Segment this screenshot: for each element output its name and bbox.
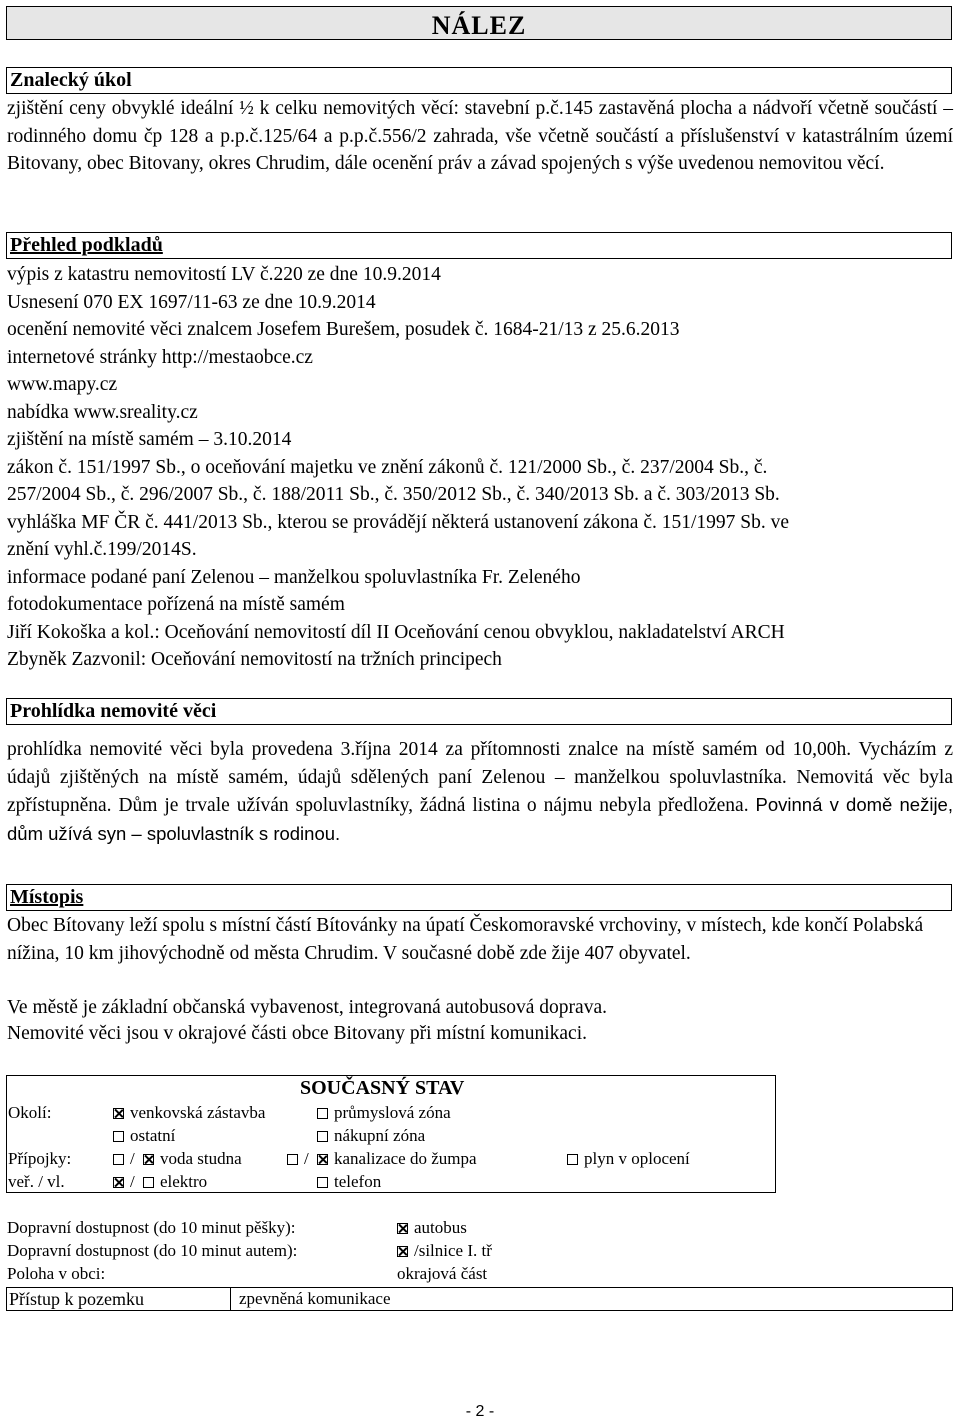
list-item: Jiří Kokoška a kol.: Oceňování nemovitostí díl II Oceňování cenou obvyklou, nakladatelství ARCH	[7, 621, 785, 643]
pripojky-label: Přípojky:	[8, 1149, 72, 1168]
option-label: telefon	[334, 1172, 382, 1191]
list-item: informace podané paní Zelenou – manželkou spoluvlastníka Fr. Zeleného	[7, 566, 581, 588]
empty-checkbox-icon	[317, 1108, 328, 1119]
checked-checkbox-icon	[397, 1246, 408, 1257]
mistopis-heading: Místopis	[10, 886, 84, 908]
checked-checkbox-icon	[397, 1223, 408, 1234]
list-item: 257/2004 Sb., č. 296/2007 Sb., č. 188/2011 Sb., č. 350/2012 Sb., č. 340/2013 Sb. a č. 303/2013 Sb.	[7, 484, 780, 505]
prohlidka-text-serif: prohlídka nemovité věci byla provedena 3.října 2014 za přítomnosti znalce na místě samém od 10,00h. Vycházím z údajů zjištěných na místě samém, údajů sdělených paní Zelenou – manželkou spoluvlastníka. Nemovitá věc byla zpřístupněna. Dům je trvale užíván spoluvlastníky, žádná listina o nájmu nebyla předložena.	[7, 739, 953, 816]
checked-checkbox-icon	[143, 1154, 154, 1165]
checked-checkbox-icon	[113, 1177, 124, 1188]
separator: /	[304, 1149, 309, 1168]
pripojka-voda	[113, 1149, 242, 1169]
option-label: kanalizace do žumpa	[333, 1149, 477, 1168]
empty-checkbox-icon	[317, 1177, 328, 1188]
pripojka-kanalizace	[287, 1149, 477, 1169]
ukol-heading: Znalecký úkol	[10, 69, 132, 91]
okoli-prumyslova	[317, 1103, 451, 1123]
podklady-list	[7, 261, 953, 674]
list-item: vyhláška MF ČR č. 441/2013 Sb., kterou se provádějí některá ustanovení zákona č. 151/1997 Sb. ve	[7, 511, 790, 533]
list-item: Zbyněk Zazvonil: Oceňování nemovitostí na tržních principech	[7, 649, 502, 670]
list-item: internetové stránky http://mestaobce.cz	[7, 346, 313, 368]
poloha-value: okrajová část	[397, 1264, 488, 1283]
prohlidka-heading: Prohlídka nemovité věci	[10, 700, 217, 722]
option-label: venkovská zástavba	[130, 1103, 266, 1122]
empty-checkbox-icon	[287, 1154, 298, 1165]
mistopis-text2: Ve městě je základní občanská vybavenost, integrovaná autobusová doprava.	[7, 997, 607, 1018]
list-item: fotodokumentace pořízená na místě samém	[7, 594, 345, 615]
okoli-nakupni	[317, 1126, 425, 1146]
list-item: znění vyhl.č.199/2014S.	[7, 539, 197, 560]
option-label: průmyslová zóna	[334, 1103, 451, 1122]
option-label: elektro	[159, 1172, 208, 1191]
list-item: Usnesení 070 EX 1697/11-63 ze dne 10.9.2014	[7, 291, 376, 313]
empty-checkbox-icon	[567, 1154, 578, 1165]
option-label: voda studna	[159, 1149, 242, 1168]
okoli-venkovska	[113, 1103, 265, 1123]
separator: /	[130, 1149, 135, 1168]
pristup-value-box	[231, 1287, 953, 1311]
option-label: ostatní	[130, 1126, 176, 1145]
section-heading-prohlidka	[6, 698, 952, 725]
pristup-value: zpevněná komunikace	[239, 1289, 391, 1308]
poloha-label: Poloha v obci:	[7, 1264, 106, 1283]
empty-checkbox-icon	[143, 1177, 154, 1188]
option-label: nákupní zóna	[334, 1126, 426, 1145]
podklady-heading: Přehled podkladů	[10, 234, 163, 256]
section-heading-podklady	[6, 232, 952, 259]
list-item: nabídka www.sreality.cz	[7, 401, 198, 423]
value-label: /silnice I. tř	[414, 1241, 492, 1260]
ukol-text: zjištění ceny obvyklé ideální ½ k celku nemovitých věcí: stavební p.č.145 zastavěná plocha a nádvoří včetně součástí – rodinného domu čp 128 a p.p.č.125/64 a p.p.č.556/2 zahrada, vše včetně součástí a příslušenství v katastrálním území Bitovany, obec Bitovany, okres Chrudim, dále ocenění práv a závad spojených s výše uvedenou nemovitou věcí.	[7, 98, 953, 174]
title-box	[6, 6, 952, 40]
pristup-label-box	[6, 1287, 231, 1311]
pristup-label: Přístup k pozemku	[9, 1289, 144, 1309]
list-item: výpis z katastru nemovitostí LV č.220 ze dne 10.9.2014	[7, 264, 441, 285]
separator: /	[130, 1172, 135, 1191]
page-number: - 2 -	[465, 1403, 495, 1420]
okoli-label: Okolí:	[8, 1103, 52, 1122]
value-label: autobus	[414, 1218, 467, 1237]
section-heading-mistopis	[6, 884, 952, 911]
checked-checkbox-icon	[113, 1108, 124, 1119]
ver-vl-label: veř. / vl.	[8, 1172, 65, 1191]
okoli-ostatni	[113, 1126, 175, 1146]
dostupnost-pesky-value	[397, 1218, 467, 1238]
empty-checkbox-icon	[113, 1154, 124, 1165]
list-item: zjištění na místě samém – 3.10.2014	[7, 429, 292, 450]
list-item: ocenění nemovité věci znalcem Josefem Burešem, posudek č. 1684-21/13 z 25.6.2013	[7, 319, 680, 340]
option-label: plyn v oplocení	[584, 1149, 690, 1168]
checked-checkbox-icon	[317, 1154, 328, 1165]
dostupnost-autem-label: Dopravní dostupnost (do 10 minut autem):	[7, 1241, 298, 1260]
list-item: www.mapy.cz	[7, 374, 118, 395]
section-heading-ukol	[6, 67, 952, 94]
pripojka-plyn	[567, 1149, 690, 1169]
empty-checkbox-icon	[113, 1131, 124, 1142]
stav-title: SOUČASNÝ STAV	[300, 1077, 465, 1099]
pripojka-elektro	[113, 1172, 207, 1192]
list-item: zákon č. 151/1997 Sb., o oceňování majetku ve znění zákonů č. 121/2000 Sb., č. 237/2004 Sb., č.	[7, 456, 768, 478]
dostupnost-pesky-label: Dopravní dostupnost (do 10 minut pěšky):	[7, 1218, 296, 1237]
pripojka-telefon	[317, 1172, 381, 1192]
page-title: NÁLEZ	[431, 11, 527, 40]
dostupnost-autem-value	[397, 1241, 492, 1261]
mistopis-text3: Nemovité věci jsou v okrajové části obce Bitovany při místní komunikaci.	[7, 1023, 588, 1044]
prohlidka-text	[7, 736, 953, 848]
empty-checkbox-icon	[317, 1131, 328, 1142]
mistopis-text1: Obec Bítovany leží spolu s místní částí Bítovánky na úpatí Českomoravské vrchoviny, v místech, kde končí Polabská nížina, 10 km jihovýchodně od města Chrudim. V současné době zde žije 407 obyvatel.	[7, 915, 924, 964]
prohlidka-text-sans: Povinná v domě nežije, dům užívá syn – spoluvlastník s rodinou.	[7, 794, 953, 844]
